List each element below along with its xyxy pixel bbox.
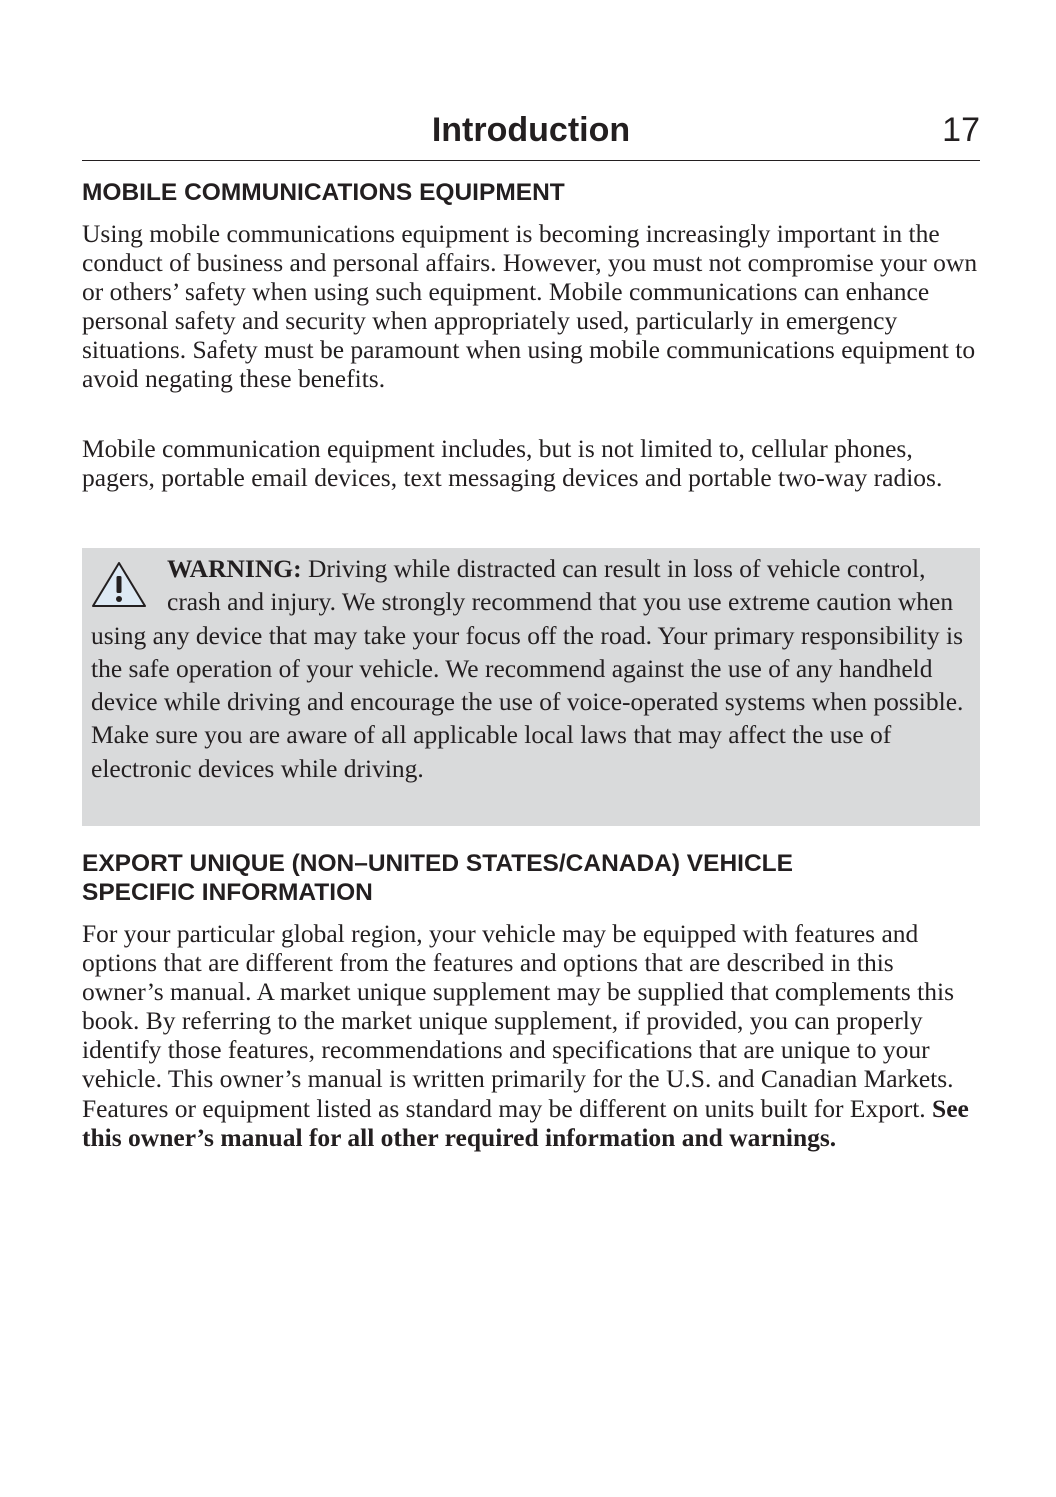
mobile-communications-paragraph-2: Mobile communication equipment includes, but is not limited to, cellular phones, pagers, portable email devices, text messaging devices and portable two-way radios. (82, 434, 943, 493)
mobile-communications-heading: MOBILE COMMUNICATIONS EQUIPMENT (82, 179, 565, 206)
mobile-communications-paragraph-1: Using mobile communications equipment is becoming increasingly important in the conduct of business and personal affairs. However, you must not compromise your own or others’ safety when using such equipment. Mobile communications can enhance personal safety and security when appropriately used, particularly in emergency situations. Safety must be paramount when using mobile communications equipment to avoid negating these benefits. (82, 219, 978, 394)
export-paragraph-text: For your particular global region, your vehicle may be equipped with features and options that are different from the features and options that are described in this owner’s manual. A market unique supplement may be supplied that complements this book. By referring to the market unique supplement, if provided, you can properly identify those features, recommendations and specifications that are unique to your vehicle. This owner’s manual is written primarily for the U.S. and Canadian Markets. Features or equipment listed as standard may be different on units built for Export. (82, 919, 955, 1123)
warning-text (91, 552, 977, 785)
export-paragraph (82, 919, 980, 1152)
warning-message: Driving while distracted can result in loss of vehicle control, crash and injury. We strongly recommend that you use extreme caution when using any device that may take your focus off the road. Your primary responsibility is the safe operation of your vehicle. We recommend against the use of any handheld device while driving and encourage the use of voice-operated systems when possible. Make sure you are aware of all applicable local laws that may affect the use of electronic devices while driving. (91, 554, 964, 783)
warning-box (82, 548, 980, 826)
export-heading-line-2: SPECIFIC INFORMATION (82, 879, 373, 906)
warning-label: WARNING: (167, 554, 302, 583)
export-heading (82, 849, 980, 907)
export-bold-sentence: See this owner’s manual for all other required information and warnings. (82, 1093, 969, 1152)
page-title: Introduction (431, 111, 631, 149)
page-number: 17 (942, 111, 980, 149)
export-heading-line-1: EXPORT UNIQUE (NON–UNITED STATES/CANADA) VEHICLE (82, 850, 793, 877)
page-header (82, 108, 980, 161)
